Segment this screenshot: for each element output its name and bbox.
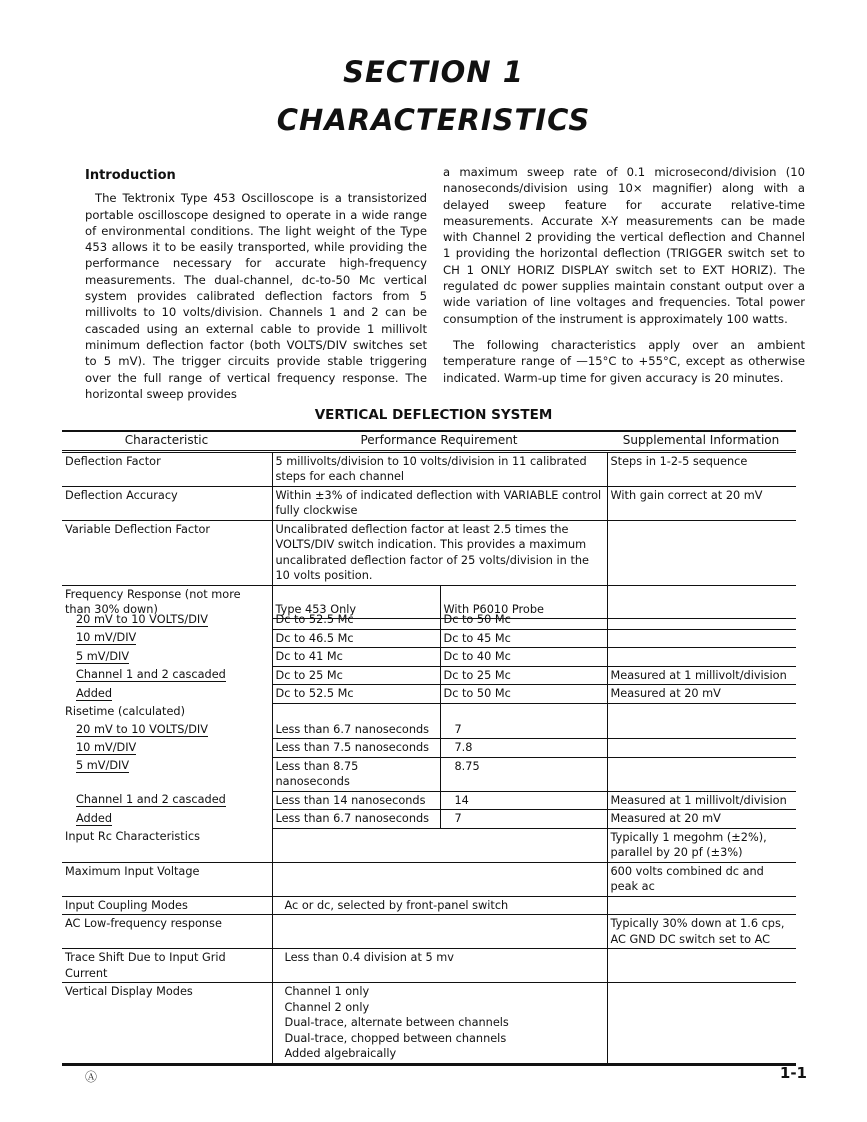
value-probe: 7 <box>440 721 607 739</box>
table-row <box>62 648 796 667</box>
characteristic: Input Coupling Modes <box>62 896 272 915</box>
characteristic: Channel 1 and 2 cascaded <box>76 668 226 681</box>
table-row <box>62 810 796 829</box>
supplemental: Typically 1 megohm (±2%), parallel by 20 pf (±3%) <box>607 828 796 862</box>
supplemental <box>607 721 796 739</box>
subheader-probe: With P6010 Probe <box>440 585 607 619</box>
value-probe: 7 <box>440 810 607 829</box>
characteristic: Vertical Display Modes <box>62 983 272 1065</box>
value-type453: Less than 7.5 nanoseconds <box>272 739 440 758</box>
value-type453: Dc to 52.5 Mc <box>272 611 440 629</box>
performance: Less than 0.4 division at 5 mv <box>272 949 607 983</box>
value-probe: 14 <box>440 791 607 810</box>
empty-cell <box>440 703 607 721</box>
display-mode-item: Added algebraically <box>284 1047 397 1060</box>
table-row <box>62 949 796 983</box>
characteristic: Added <box>76 811 112 825</box>
characteristic: 20 mV to 10 VOLTS/DIV <box>76 613 208 626</box>
display-mode-item: Channel 2 only <box>284 1000 370 1014</box>
value-type453: Less than 6.7 nanoseconds <box>272 721 440 739</box>
table-row <box>62 983 796 1065</box>
characteristic: 5 mV/DIV <box>76 759 130 772</box>
value-probe: Dc to 45 Mc <box>440 629 607 648</box>
table-row <box>62 862 796 896</box>
supplemental: With gain correct at 20 mV <box>607 486 796 520</box>
value-probe: Dc to 40 Mc <box>440 648 607 667</box>
page-title: CHARACTERISTICS <box>276 103 591 137</box>
characteristic: 20 mV to 10 VOLTS/DIV <box>76 722 208 736</box>
table-row <box>62 703 796 721</box>
display-mode-item: Channel 1 only <box>284 985 370 998</box>
section-number: SECTION 1 <box>343 55 524 89</box>
table-row <box>62 721 796 739</box>
table-row <box>62 520 796 585</box>
supplemental: Measured at 20 mV <box>607 810 796 829</box>
value-probe: 8.75 <box>440 757 607 791</box>
table-header <box>62 431 796 451</box>
table-title: VERTICAL DEFLECTION SYSTEM <box>314 407 553 423</box>
value-probe: Dc to 50 Mc <box>440 611 607 629</box>
supplemental <box>607 520 796 585</box>
table-row <box>62 629 796 648</box>
supplemental <box>607 983 796 1065</box>
performance <box>272 915 607 949</box>
characteristic: Variable Deflection Factor <box>62 520 272 585</box>
supplemental: Typically 30% down at 1.6 cps, AC GND DC switch set to AC <box>607 915 796 949</box>
supplemental: 600 volts combined dc and peak ac <box>607 862 796 896</box>
column-header: Characteristic <box>62 431 272 451</box>
characteristic: Added <box>76 686 112 700</box>
performance <box>272 828 607 862</box>
intro-paragraph: The Tektronix Type 453 Oscilloscope is a transistorized portable oscilloscope designed to operate in a wide range of environmental conditions. The light weight of the Type 453 allows it to be easily transported, while providing the performance necessary for accurate high-frequency measurements. The dual-channel, dc-to-50 Mc vertical system provides calibrated deflection factors from 5 millivolts to 10 volts/division. Channels 1 and 2 can be cascaded using an external cable to provide 1 millivolt minimum deflection factor (both VOLTS/DIV switches set to 5 mV). The trigger circuits provide stable triggering over the full range of vertical frequency response. The horizontal sweep provides <box>85 191 427 401</box>
characteristic: Risetime (calculated) <box>65 705 186 718</box>
table-row <box>62 611 796 629</box>
intro-paragraph: The following characteristics apply over an ambient temperature range of —15°C to +55°C, except as otherwise indicated. Warm-up time for given accuracy is 20 minutes. <box>443 337 805 385</box>
intro-right-column <box>443 164 805 386</box>
table-row <box>62 451 796 486</box>
characteristic: Frequency Response (not more than 30% down) <box>65 587 241 616</box>
table-row <box>62 757 796 791</box>
subheader-type453: Type 453 Only <box>272 585 440 619</box>
intro-left-column <box>85 168 427 402</box>
performance: Uncalibrated deflection factor at least 2.5 times the VOLTS/DIV switch indication. This provides a maximum uncalibrated deflection factor of 25 volts/division in the 10 volts position. <box>272 520 607 585</box>
tektronix-logo: Ⓐ <box>85 1070 98 1084</box>
value-probe: 7.8 <box>440 739 607 758</box>
table-row <box>62 896 796 915</box>
column-header: Supplemental Information <box>607 431 796 451</box>
performance: Within ±3% of indicated deflection with VARIABLE control fully clockwise <box>272 486 607 520</box>
characteristic: 10 mV/DIV <box>76 740 137 754</box>
table-row <box>62 791 796 810</box>
display-mode-item: Dual-trace, chopped between channels <box>284 1031 507 1045</box>
value-type453: Dc to 25 Mc <box>272 666 440 685</box>
value-type453: Less than 8.75 nanoseconds <box>272 757 440 791</box>
characteristic: Input Rc Characteristics <box>62 828 272 862</box>
value-type453: Less than 14 nanoseconds <box>272 791 440 810</box>
supplemental <box>607 611 796 629</box>
supplemental <box>607 757 796 791</box>
value-type453: Dc to 52.5 Mc <box>272 685 440 704</box>
supplemental: Measured at 20 mV <box>607 685 796 704</box>
characteristic: Deflection Accuracy <box>62 486 272 520</box>
column-header: Performance Requirement <box>272 431 607 451</box>
table-row <box>62 486 796 520</box>
supplemental <box>607 896 796 915</box>
intro-paragraph: a maximum sweep rate of 0.1 microsecond/division (10 nanoseconds/division using 10× magnifier) along with a delayed sweep feature for accurate relative-time measurements. Accurate X-Y measurements can be made with Channel 2 providing the vertical deflection and Channel 1 providing the horizontal deflection (TRIGGER switch set to CH 1 ONLY HORIZ DISPLAY switch set to EXT HORIZ). The regulated dc power supplies maintain constant output over a wide variation of line voltages and frequencies. Total power consumption of the instrument is approximately 100 watts. <box>443 165 805 326</box>
characteristic: AC Low-frequency response <box>62 915 272 949</box>
supplemental <box>607 949 796 983</box>
supplemental: Measured at 1 millivolt/division <box>607 791 796 810</box>
characteristic: 5 mV/DIV <box>76 649 130 663</box>
intro-heading: Introduction <box>85 168 176 183</box>
value-type453: Less than 6.7 nanoseconds <box>272 810 440 829</box>
supplemental <box>607 629 796 648</box>
value-type453: Dc to 46.5 Mc <box>272 629 440 648</box>
empty-cell <box>607 703 796 721</box>
value-probe: Dc to 50 Mc <box>440 685 607 704</box>
table-row <box>62 915 796 949</box>
page-number: 1-1 <box>779 1064 807 1082</box>
characteristic: Trace Shift Due to Input Grid Current <box>62 949 272 983</box>
table-row <box>62 685 796 704</box>
value-probe: Dc to 25 Mc <box>440 666 607 685</box>
characteristic: 10 mV/DIV <box>76 631 137 644</box>
supplemental: Measured at 1 millivolt/division <box>607 666 796 685</box>
vertical-deflection-table <box>62 430 796 619</box>
performance: Ac or dc, selected by front-panel switch <box>272 896 607 915</box>
table-row <box>62 828 796 862</box>
empty-cell <box>272 703 440 721</box>
table-row <box>62 739 796 758</box>
performance <box>272 983 607 1065</box>
value-type453: Dc to 41 Mc <box>272 648 440 667</box>
table-row <box>62 666 796 685</box>
characteristic: Maximum Input Voltage <box>62 862 272 896</box>
supplemental: Steps in 1-2-5 sequence <box>607 451 796 486</box>
characteristic: Channel 1 and 2 cascaded <box>76 793 226 806</box>
supplemental <box>607 648 796 667</box>
performance <box>272 862 607 896</box>
performance: 5 millivolts/division to 10 volts/division in 11 calibrated steps for each channel <box>272 451 607 486</box>
frequency-response-rows <box>62 611 796 1066</box>
display-mode-item: Dual-trace, alternate between channels <box>284 1016 509 1029</box>
supplemental <box>607 739 796 758</box>
characteristic: Deflection Factor <box>62 451 272 486</box>
